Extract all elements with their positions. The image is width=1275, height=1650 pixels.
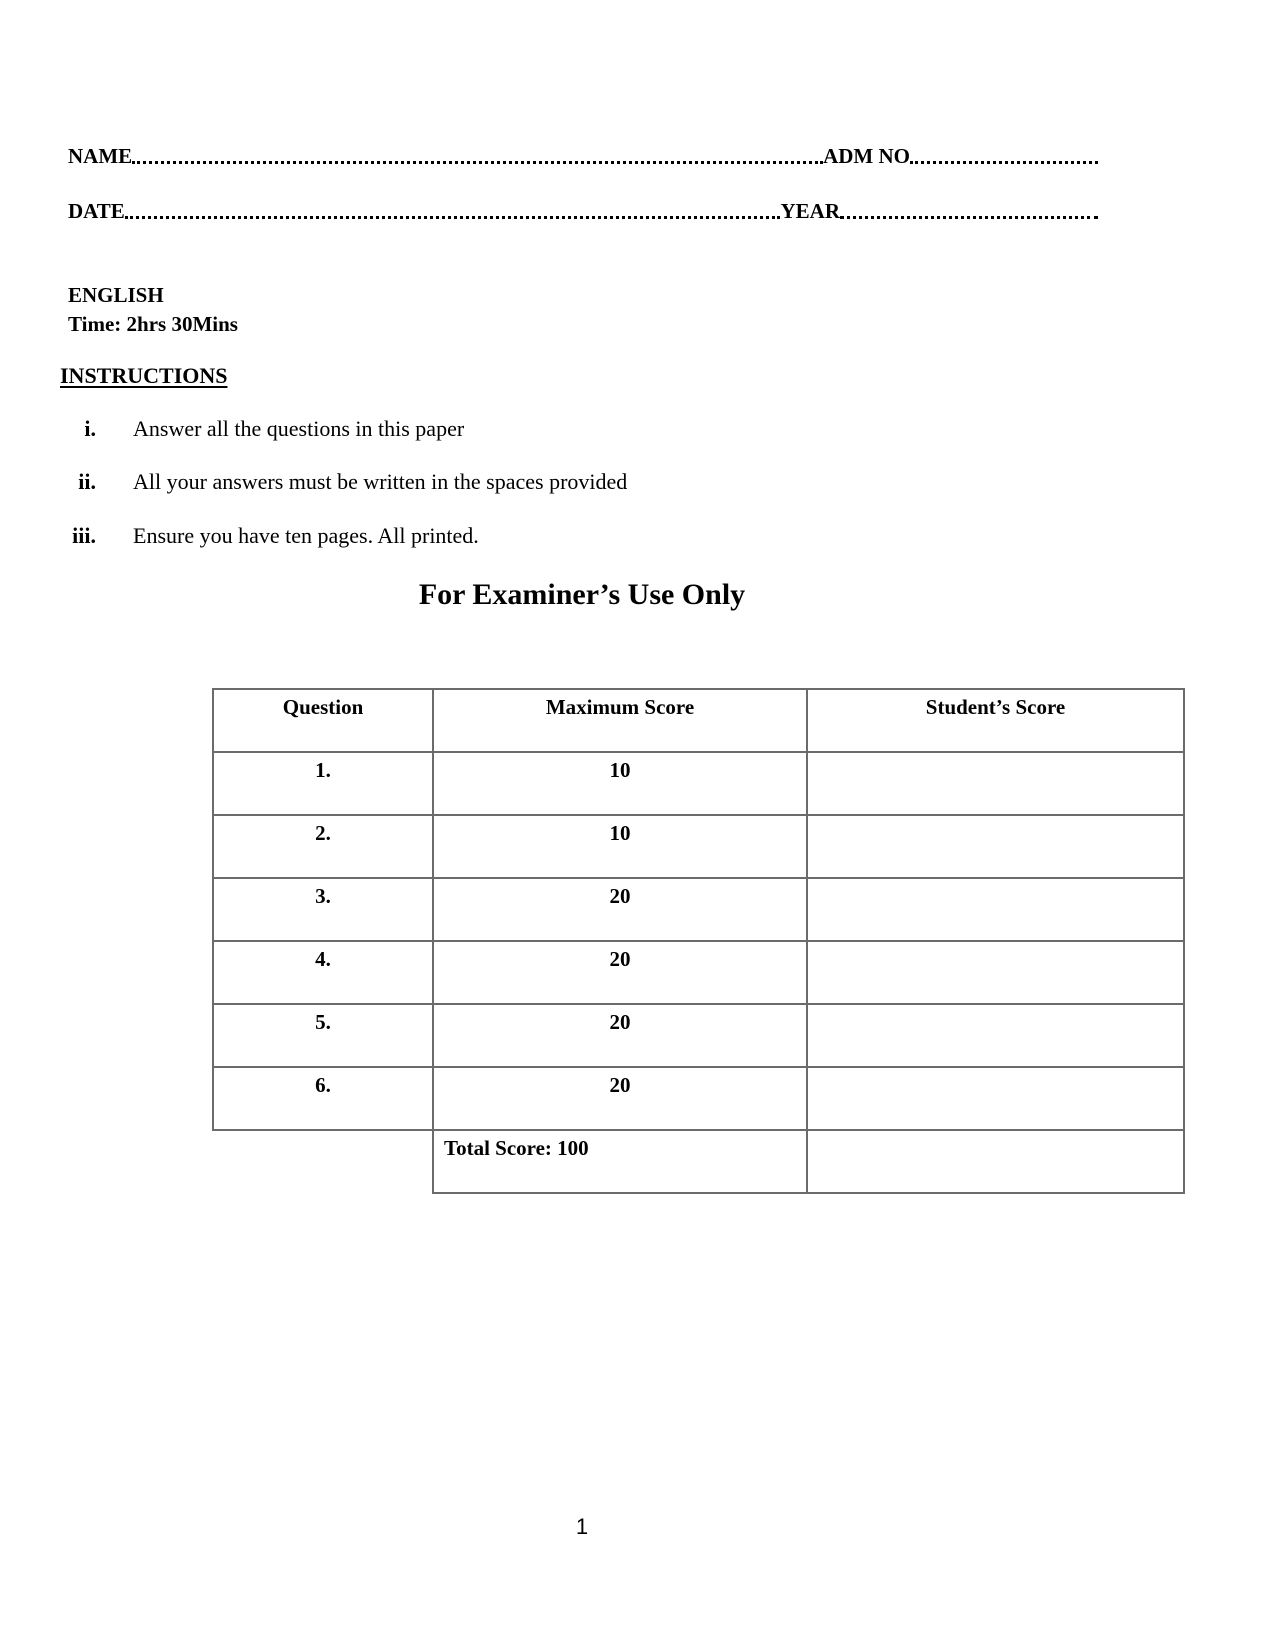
question-cell: 5. bbox=[213, 1004, 433, 1067]
question-cell: 6. bbox=[213, 1067, 433, 1130]
student-score-cell bbox=[807, 1067, 1184, 1130]
instructions-heading: INSTRUCTIONS bbox=[60, 363, 228, 388]
date-year-line bbox=[68, 199, 1098, 223]
student-score-cell bbox=[807, 1004, 1184, 1067]
table-row bbox=[213, 1004, 1184, 1067]
table-row bbox=[213, 815, 1184, 878]
table-header-row bbox=[213, 689, 1184, 752]
page-number: 1 bbox=[575, 1514, 589, 1539]
name-dotted-leader bbox=[132, 161, 823, 164]
instruction-text: All your answers must be written in the spaces provided bbox=[133, 469, 628, 494]
subject-block bbox=[68, 281, 238, 339]
table-row bbox=[213, 752, 1184, 815]
instruction-text: Ensure you have ten pages. All printed. bbox=[133, 523, 479, 548]
name-label: NAME bbox=[68, 144, 133, 168]
date-label: DATE bbox=[68, 199, 125, 223]
name-adm-line bbox=[68, 144, 1098, 168]
instruction-numeral: ii. bbox=[78, 469, 96, 494]
max-score-cell: 20 bbox=[433, 878, 807, 941]
student-score-cell bbox=[807, 752, 1184, 815]
instruction-numeral: iii. bbox=[72, 523, 96, 548]
date-dotted-leader bbox=[125, 216, 781, 219]
adm-no-dotted-leader bbox=[910, 161, 1098, 164]
student-score-cell bbox=[807, 815, 1184, 878]
instruction-numeral: i. bbox=[84, 416, 96, 441]
table-row bbox=[213, 941, 1184, 1004]
instruction-item bbox=[50, 416, 464, 442]
total-score-label: Total Score: 100 bbox=[433, 1130, 807, 1193]
question-cell: 2. bbox=[213, 815, 433, 878]
year-dotted-leader bbox=[840, 216, 1098, 219]
instruction-item bbox=[50, 469, 627, 495]
table-row bbox=[213, 1067, 1184, 1130]
maximum-score-column-header: Maximum Score bbox=[433, 689, 807, 752]
student-score-cell bbox=[807, 941, 1184, 1004]
student-score-cell bbox=[807, 878, 1184, 941]
total-student-score-cell bbox=[807, 1130, 1184, 1193]
instruction-text: Answer all the questions in this paper bbox=[133, 416, 465, 441]
examiner-score-table bbox=[212, 688, 1185, 1194]
total-blank-cell bbox=[213, 1130, 433, 1193]
question-cell: 1. bbox=[213, 752, 433, 815]
total-score-row bbox=[213, 1130, 1184, 1193]
adm-no-label: ADM NO bbox=[823, 144, 910, 168]
examiner-use-heading: For Examiner’s Use Only bbox=[418, 578, 746, 611]
question-cell: 4. bbox=[213, 941, 433, 1004]
max-score-cell: 10 bbox=[433, 752, 807, 815]
year-label: YEAR bbox=[780, 199, 840, 223]
max-score-cell: 10 bbox=[433, 815, 807, 878]
student-score-column-header: Student’s Score bbox=[807, 689, 1184, 752]
max-score-cell: 20 bbox=[433, 1004, 807, 1067]
question-column-header: Question bbox=[213, 689, 433, 752]
time-allowed: Time: 2hrs 30Mins bbox=[68, 312, 238, 336]
question-cell: 3. bbox=[213, 878, 433, 941]
instruction-item bbox=[50, 523, 479, 549]
max-score-cell: 20 bbox=[433, 941, 807, 1004]
subject-title: ENGLISH bbox=[68, 283, 164, 307]
table-row bbox=[213, 878, 1184, 941]
max-score-cell: 20 bbox=[433, 1067, 807, 1130]
